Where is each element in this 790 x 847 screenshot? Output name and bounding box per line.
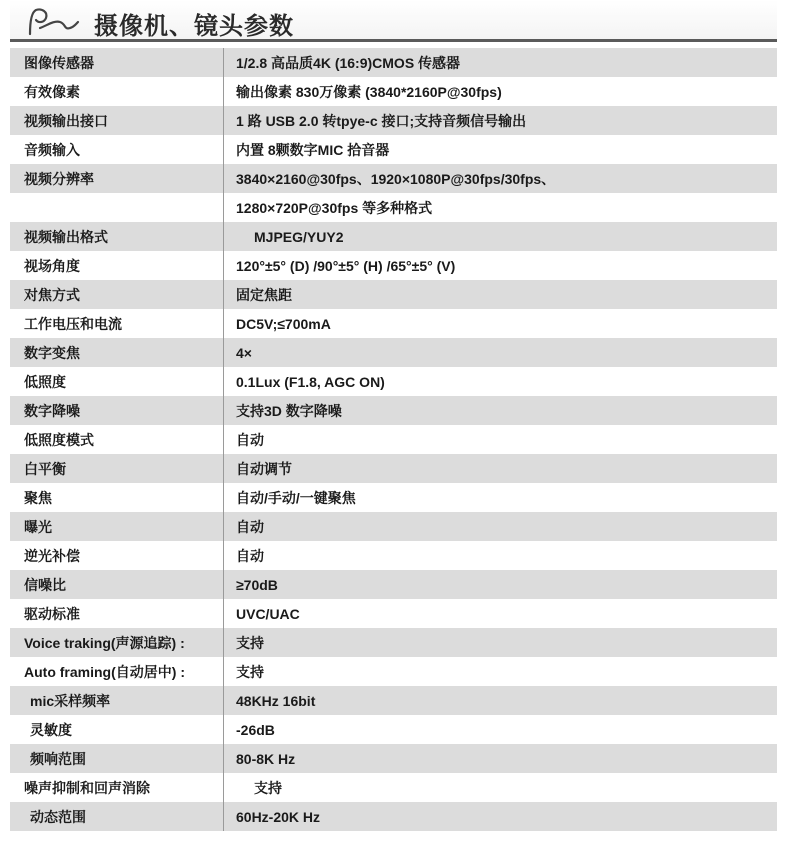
spec-value: 自动 (223, 512, 777, 541)
table-row (10, 135, 777, 164)
spec-value: 48KHz 16bit (223, 686, 777, 715)
table-row (10, 222, 777, 251)
spec-key: 逆光补偿 (24, 547, 80, 564)
spec-key: 视频输出格式 (24, 228, 108, 245)
spec-key: Auto framing(自动居中) : (24, 663, 185, 680)
table-row (10, 48, 777, 77)
spec-value: 4× (223, 338, 777, 367)
page-title: 摄像机、镜头参数 (94, 13, 294, 40)
table-row (10, 628, 777, 657)
table-row (10, 512, 777, 541)
table-row (10, 773, 777, 802)
spec-value: 0.1Lux (F1.8, AGC ON) (223, 367, 777, 396)
spec-key: 对焦方式 (24, 286, 80, 303)
spec-value: 输出像素 830万像素 (3840*2160P@30fps) (223, 77, 777, 106)
spec-value: MJPEG/YUY2 (223, 222, 777, 251)
spec-key: 驱动标准 (24, 605, 80, 622)
spec-value: 1 路 USB 2.0 转tpye-c 接口;支持音频信号输出 (223, 106, 777, 135)
spec-value: 1280×720P@30fps 等多种格式 (223, 193, 777, 222)
table-row (10, 483, 777, 512)
table-row (10, 657, 777, 686)
spec-value: 自动/手动/一键聚焦 (223, 483, 777, 512)
table-row (10, 106, 777, 135)
spec-value: 自动调节 (223, 454, 777, 483)
spec-key: 工作电压和电流 (24, 315, 122, 332)
spec-key: 低照度模式 (24, 431, 94, 448)
table-row (10, 251, 777, 280)
spec-key: 灵敏度 (30, 721, 72, 738)
spec-value: 支持 (223, 773, 777, 802)
spec-key: 音频输入 (24, 141, 80, 158)
spec-value: 支持3D 数字降噪 (223, 396, 777, 425)
table-row (10, 744, 777, 773)
spec-key: 有效像素 (24, 83, 80, 100)
spec-value: 60Hz-20K Hz (223, 802, 777, 831)
table-row (10, 541, 777, 570)
table-row (10, 454, 777, 483)
spec-value: 支持 (223, 657, 777, 686)
spec-key: 频响范围 (30, 750, 86, 767)
table-row (10, 193, 777, 222)
spec-value: UVC/UAC (223, 599, 777, 628)
spec-key: 视场角度 (24, 257, 80, 274)
table-row (10, 309, 777, 338)
spec-value: 3840×2160@30fps、1920×1080P@30fps/30fps、 (223, 164, 777, 193)
table-row (10, 280, 777, 309)
table-row (10, 367, 777, 396)
table-row (10, 425, 777, 454)
spec-key: 视频分辨率 (24, 170, 94, 187)
brand-logo-icon (26, 6, 80, 38)
spec-value: 80-8K Hz (223, 744, 777, 773)
spec-key (10, 193, 223, 222)
spec-value: 固定焦距 (223, 280, 777, 309)
table-row (10, 686, 777, 715)
spec-key: 信噪比 (24, 576, 66, 593)
table-row (10, 77, 777, 106)
spec-value: -26dB (223, 715, 777, 744)
spec-value: DC5V;≤700mA (223, 309, 777, 338)
spec-key: 噪声抑制和回声消除 (24, 779, 150, 796)
table-row (10, 570, 777, 599)
spec-key: 图像传感器 (24, 54, 94, 71)
spec-value: 内置 8颗数字MIC 拾音器 (223, 135, 777, 164)
spec-value: 1/2.8 高品质4K (16:9)CMOS 传感器 (223, 48, 777, 77)
spec-key: Voice traking(声源追踪) : (24, 634, 185, 651)
spec-value: ≥70dB (223, 570, 777, 599)
spec-key: 聚焦 (24, 489, 52, 506)
spec-key: 数字降噪 (24, 402, 80, 419)
spec-table (10, 48, 777, 831)
spec-key: mic采样频率 (30, 692, 111, 709)
table-row (10, 164, 777, 193)
spec-value: 自动 (223, 541, 777, 570)
spec-key: 动态范围 (30, 808, 86, 825)
spec-key: 视频输出接口 (24, 112, 108, 129)
spec-key: 低照度 (24, 373, 66, 390)
spec-key: 白平衡 (24, 460, 66, 477)
spec-value: 自动 (223, 425, 777, 454)
spec-value: 120°±5° (D) /90°±5° (H) /65°±5° (V) (223, 251, 777, 280)
spec-key: 数字变焦 (24, 344, 80, 361)
spec-key: 曝光 (24, 518, 52, 535)
table-row (10, 396, 777, 425)
table-row (10, 715, 777, 744)
table-row (10, 599, 777, 628)
spec-value: 支持 (223, 628, 777, 657)
table-row (10, 338, 777, 367)
table-row (10, 802, 777, 831)
section-header (10, 0, 777, 42)
